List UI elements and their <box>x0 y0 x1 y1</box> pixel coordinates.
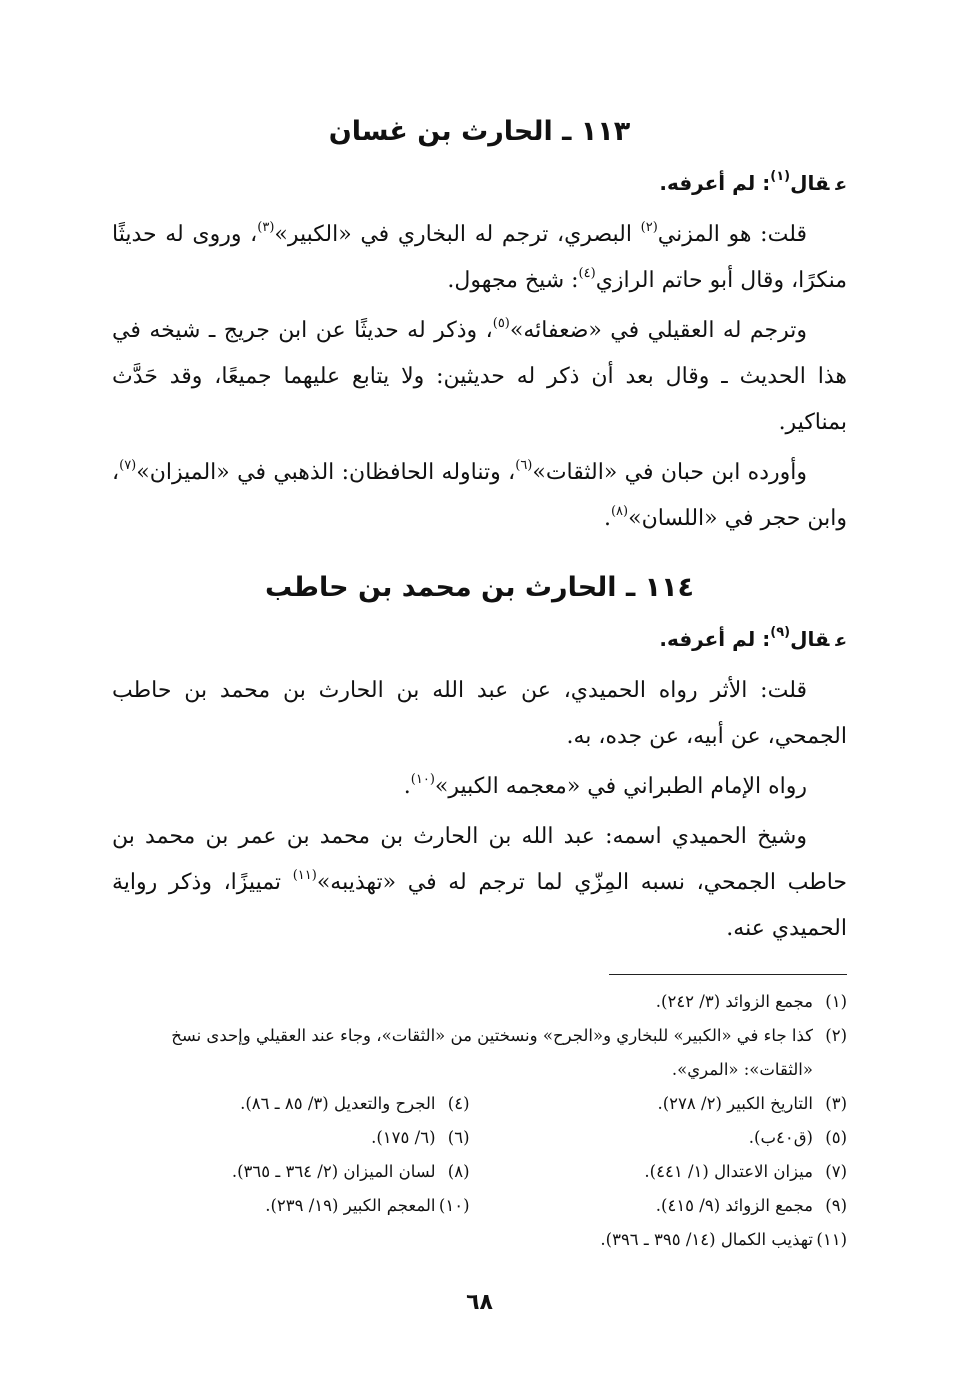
footnote-text: لسان الميزان (٢/ ٣٦٤ ـ ٣٦٥). <box>231 1162 436 1181</box>
footnote-text: (ق٤٠ب). <box>748 1128 813 1147</box>
footnote <box>490 1121 848 1155</box>
paragraph-text: قلت: هو المزني <box>657 222 807 247</box>
footnote-text: (٦/ ١٧٥). <box>371 1128 436 1147</box>
paragraph <box>112 668 847 760</box>
paragraph-text: ، وابن حجر في «اللسان» <box>112 460 847 531</box>
footnote <box>112 985 847 1019</box>
footnote-number: (٩) <box>825 1196 847 1215</box>
paragraph-text: ، وتناوله الحافظان: الذهبي في «الميزان» <box>136 460 516 485</box>
footnote-number: (١) <box>825 992 847 1011</box>
paragraph-text: : شيخ مجهول. <box>447 268 579 293</box>
footnote <box>112 1223 847 1257</box>
paragraph <box>112 814 847 952</box>
footnote-ref: (١) <box>770 169 791 185</box>
footnote-ref: (٤) <box>578 265 596 281</box>
footnote <box>112 1019 847 1087</box>
footnote-number: (٨) <box>447 1162 470 1181</box>
footnote-text: المعجم الكبير (١٩/ ٢٣٩). <box>265 1196 436 1215</box>
paragraph-text: وأورده ابن حبان في «الثقات» <box>532 460 807 485</box>
footnote <box>112 1155 470 1189</box>
footnote-number: (١١) <box>816 1230 847 1249</box>
qal-label: قال <box>790 171 830 195</box>
footnote-ref: (٧) <box>119 457 137 473</box>
entry-113-title: ١١٣ ـ الحارث بن غسان <box>328 116 631 147</box>
paragraph <box>112 450 847 542</box>
footnote-number: (٣) <box>825 1094 847 1113</box>
paragraph <box>112 212 847 304</box>
qal-mark: ع <box>835 631 847 651</box>
entry-114-qal <box>112 622 847 658</box>
page-number: ٦٨ <box>466 1290 493 1315</box>
footnote <box>112 1121 470 1155</box>
footnote-text: التاريخ الكبير (٢/ ٢٧٨). <box>657 1094 813 1113</box>
qal-mark: ع <box>835 175 847 195</box>
footnote <box>490 1189 848 1223</box>
footnote <box>490 1155 848 1189</box>
paragraph-text: تمييزًا، وذكر رواية الحميدي عنه. <box>112 870 847 941</box>
qal-text: : لم أعرفه. <box>659 171 771 195</box>
footnotes <box>112 985 847 1257</box>
footnote-number: (٦) <box>447 1128 470 1147</box>
footnote-text: تهذيب الكمال (١٤/ ٣٩٥ ـ ٣٩٦). <box>600 1230 813 1249</box>
footnote-ref: (١١) <box>292 867 317 883</box>
footnote <box>490 1087 848 1121</box>
entry-113-qal <box>112 166 847 202</box>
qal-label: قال <box>790 627 830 651</box>
paragraph <box>112 764 847 810</box>
footnote-text: كذا جاء في «الكبير» للبخاري و«الجرح» ونسختين من «الثقات»، وجاء عند العقيلي وإحدى نسخ «الثقات»: «المري». <box>171 1026 813 1079</box>
footnote-number: (١٠) <box>438 1196 470 1215</box>
paragraph-text: ، وذكر له حديثًا عن ابن جريج ـ شيخه في هذا الحديث ـ وقال بعد أن ذكر له حديثين: ولا يتابع عليهما جميعًا، وقد حَدَّث بمناكير. <box>112 318 847 435</box>
qal-text: : لم أعرفه. <box>659 627 771 651</box>
footnote-text: مجمع الزوائد (٣/ ٢٤٢). <box>655 992 813 1011</box>
paragraph-text: ، وروى له حديثًا منكرًا، وقال أبو حاتم الرازي <box>112 222 847 293</box>
footnote-text: مجمع الزوائد (٩/ ٤١٥). <box>655 1196 813 1215</box>
entry-114-title: ١١٤ ـ الحارث بن محمد بن حاطب <box>264 572 695 603</box>
footnote-number: (٧) <box>825 1162 847 1181</box>
paragraph-text: قلت: الأثر رواه الحميدي، عن عبد الله بن الحارث بن محمد بن حاطب الجمحي، عن أبيه، عن جده، به. <box>112 678 847 749</box>
footnote <box>112 1087 470 1121</box>
paragraph-text: البصري، ترجم له البخاري في «الكبير» <box>274 222 641 247</box>
footnote-ref: (٨) <box>610 503 629 519</box>
footnote-grid <box>112 1087 847 1223</box>
footnote-ref: (٥) <box>492 315 510 331</box>
footnote-number: (٢) <box>825 1026 847 1045</box>
footnote-number: (٥) <box>825 1128 847 1147</box>
footnote-text: الجرح والتعديل (٣/ ٨٥ ـ ٨٦). <box>240 1094 436 1113</box>
footnote-text: ميزان الاعتدال (١/ ٤٤١). <box>644 1162 813 1181</box>
paragraph-text: رواه الإمام الطبراني في «معجمه الكبير» <box>434 774 807 799</box>
footnote-ref: (٩) <box>770 625 791 641</box>
paragraph-text: . <box>403 774 411 799</box>
paragraph-text: . <box>603 506 611 531</box>
footnote <box>112 1189 470 1223</box>
footnote-divider <box>609 974 847 975</box>
footnote-ref: (١٠) <box>410 771 435 787</box>
footnote-number: (٤) <box>447 1094 470 1113</box>
paragraph <box>112 308 847 446</box>
footnote-ref: (٦) <box>515 457 533 473</box>
paragraph-text: وشيخ الحميدي اسمه: عبد الله بن الحارث بن محمد بن عمر بن محمد بن حاطب الجمحي، نسبه المِزّي لما ترجم له في «تهذيبه» <box>112 824 848 895</box>
paragraph-text: وترجم له العقيلي في «ضعفائه» <box>509 318 808 343</box>
footnote-ref: (٢) <box>640 219 658 235</box>
footnote-ref: (٣) <box>257 219 275 235</box>
